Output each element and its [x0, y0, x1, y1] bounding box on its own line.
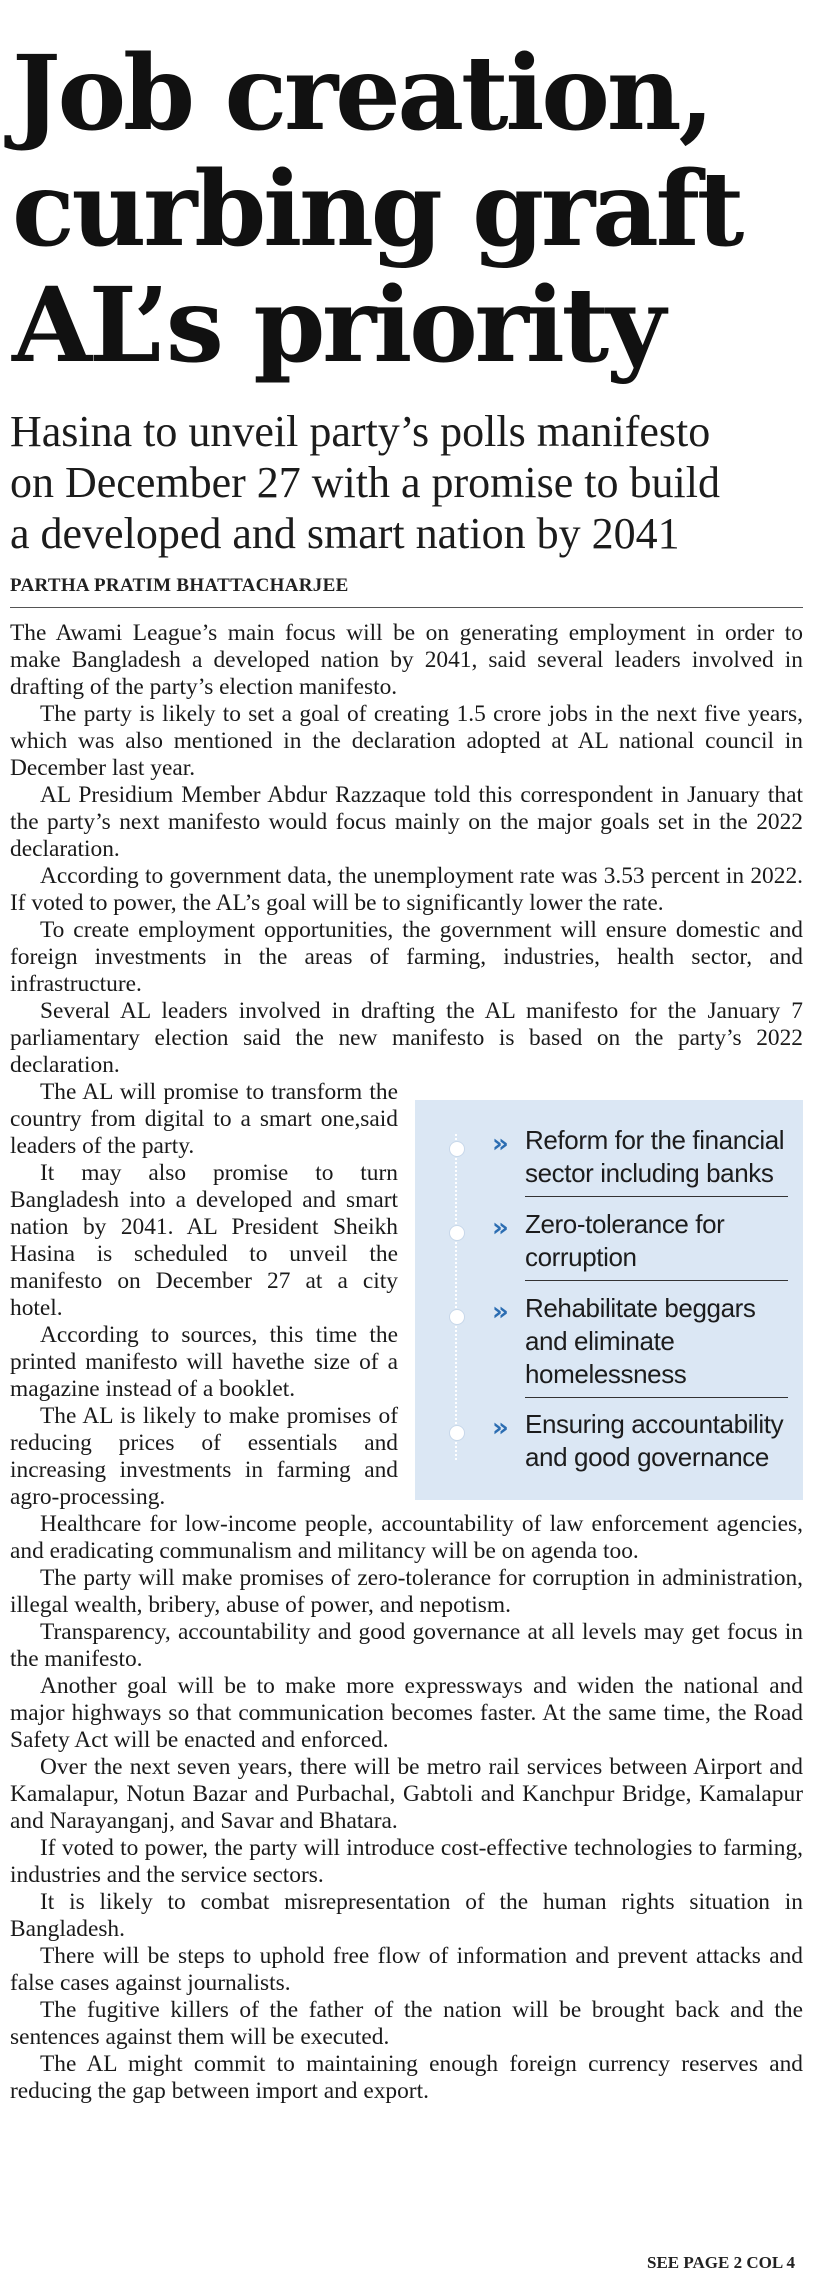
body-paragraph: Healthcare for low-income people, accountability of law enforcement agencies, and eradicating communalism and militancy will be on agenda too. — [10, 1511, 803, 1564]
highlight-text — [525, 1292, 790, 1391]
headline-line: curbing graft — [12, 149, 742, 270]
narrow-column — [10, 1079, 398, 1511]
headline-line: AL’s priority — [12, 265, 663, 386]
body-paragraph: According to government data, the unemployment rate was 3.53 percent in 2022. If voted to power, the AL’s goal will be to significantly lower the rate. — [10, 863, 803, 916]
continuation-note: SEE PAGE 2 COL 4 — [647, 2253, 795, 2272]
dotted-connector — [455, 1134, 457, 1460]
chevron-bullet-icon: » — [492, 1213, 509, 1243]
highlight-line: and good governance — [525, 1442, 769, 1472]
body-paragraph: If voted to power, the party will introduce cost-effective technologies to farming, industries and the service sectors. — [10, 1835, 803, 1888]
highlight-line: Zero-tolerance for — [525, 1209, 725, 1239]
headline-line: Job creation, — [12, 33, 712, 154]
body-paragraph: To create employment opportunities, the government will ensure domestic and foreign investments in the areas of farming, industries, health sector, and infrastructure. — [10, 917, 803, 997]
article-body — [10, 620, 803, 2105]
body-paragraph: Over the next seven years, there will be metro rail services between Airport and Kamalapur, Notun Bazar and Purbachal, Gabtoli and Kanchpur Bridge, Kamalapur and Narayanganj, and Savar and Bhatara. — [10, 1754, 803, 1834]
highlight-line: homelessness — [525, 1359, 687, 1389]
body-paragraph: It is likely to combat misrepresentation of the human rights situation in Bangladesh. — [10, 1889, 803, 1942]
highlight-line: Ensuring accountability — [525, 1409, 784, 1439]
highlight-divider — [525, 1196, 788, 1197]
highlight-text — [525, 1208, 790, 1274]
byline: PARTHA PRATIM BHATTACHARJEE — [10, 575, 349, 596]
body-paragraph: It may also promise to turn Bangladesh into a developed and smart nation by 2041. AL President Sheikh Hasina is scheduled to unveil the manifesto on December 27 at a city hotel. — [10, 1160, 398, 1321]
body-paragraph: The AL is likely to make promises of reducing prices of essentials and increasing investments in farming and agro-processing. — [10, 1403, 398, 1510]
bullet-dot-icon — [449, 1309, 465, 1325]
article — [10, 0, 803, 2105]
body-paragraph: The AL might commit to maintaining enough foreign currency reserves and reducing the gap between import and export. — [10, 2051, 803, 2104]
body-paragraph: The AL will promise to transform the country from digital to a smart one,said leaders of the party. — [10, 1079, 398, 1159]
body-paragraph: The party is likely to set a goal of creating 1.5 crore jobs in the next five years, which was also mentioned in the declaration adopted at AL national council in December last year. — [10, 701, 803, 781]
body-paragraph: There will be steps to uphold free flow of information and prevent attacks and false cases against journalists. — [10, 1943, 803, 1996]
body-paragraph: According to sources, this time the printed manifesto will havethe size of a magazine instead of a booklet. — [10, 1322, 398, 1402]
body-paragraph: AL Presidium Member Abdur Razzaque told this correspondent in January that the party’s next manifesto would focus mainly on the major goals set in the 2022 declaration. — [10, 782, 803, 862]
body-paragraph: The party will make promises of zero-tolerance for corruption in administration, illegal wealth, bribery, abuse of power, and nepotism. — [10, 1565, 803, 1618]
highlight-line: sector including banks — [525, 1158, 774, 1188]
highlight-line: corruption — [525, 1242, 637, 1272]
highlight-line: and eliminate — [525, 1326, 675, 1356]
highlight-text — [525, 1408, 790, 1474]
highlight-divider — [525, 1280, 788, 1281]
subheadline-line: Hasina to unveil party’s polls manifesto — [10, 407, 711, 456]
headline — [10, 33, 803, 386]
highlight-line: Rehabilitate beggars — [525, 1293, 756, 1323]
body-paragraph: The Awami League’s main focus will be on generating employment in order to make Bangladesh a developed nation by 2041, said several leaders involved in drafting of the party’s election manifesto. — [10, 620, 803, 700]
chevron-bullet-icon: » — [492, 1129, 509, 1159]
body-paragraph: The fugitive killers of the father of the nation will be brought back and the sentences against them will be executed. — [10, 1997, 803, 2050]
body-paragraph: Another goal will be to make more expressways and widen the national and major highways so that communication becomes faster. At the same time, the Road Safety Act will be enacted and enforced. — [10, 1673, 803, 1753]
subheadline-line: a developed and smart nation by 2041 — [10, 509, 680, 558]
chevron-bullet-icon: » — [492, 1297, 509, 1327]
highlight-text — [525, 1124, 790, 1190]
highlight-divider — [525, 1397, 788, 1398]
bullet-dot-icon — [449, 1425, 465, 1441]
subheadline — [10, 406, 803, 559]
bullet-dot-icon — [449, 1141, 465, 1157]
body-paragraph: Several AL leaders involved in drafting the AL manifesto for the January 7 parliamentary election said the new manifesto is based on the party’s 2022 declaration. — [10, 998, 803, 1078]
narrow-column-section — [10, 1079, 803, 1511]
chevron-bullet-icon: » — [492, 1413, 509, 1443]
byline-divider — [10, 607, 803, 608]
subheadline-line: on December 27 with a promise to build — [10, 458, 720, 507]
highlight-line: Reform for the financial — [525, 1125, 785, 1155]
body-paragraph: Transparency, accountability and good governance at all levels may get focus in the manifesto. — [10, 1619, 803, 1672]
bullet-dot-icon — [449, 1225, 465, 1241]
highlights-box — [415, 1100, 803, 1500]
